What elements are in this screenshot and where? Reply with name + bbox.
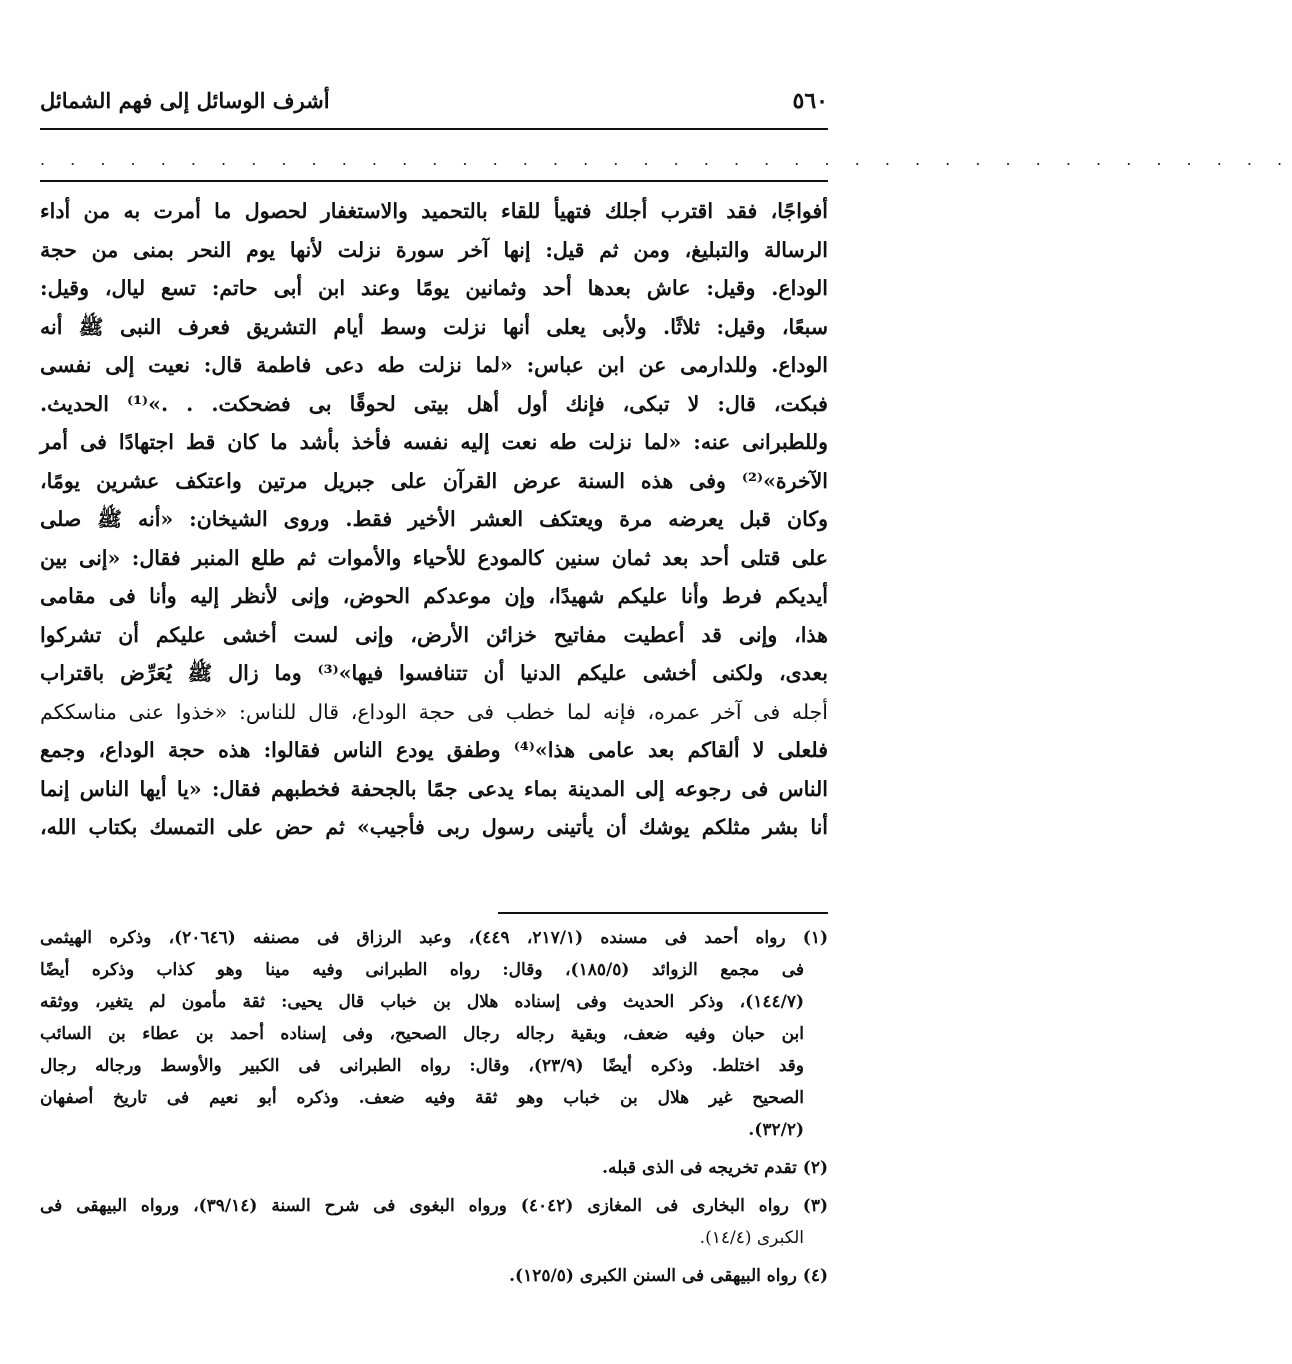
footnote-line: (٤) رواه البيهقى فى السنن الكبرى (١٢٥/٥).	[509, 1266, 828, 1286]
footnote-line: (١٤٤/٧)، وذكر الحديث وفى إسناده هلال بن خباب قال يحيى: ثقة مأمون لم يتغير، ووثقه	[40, 992, 804, 1012]
body-line: بعدى، ولكنى أخشى عليكم الدنيا أن تتنافسوا فيها»⁽³⁾ وما زال ﷺ يُعَرِّض باقتراب	[40, 661, 829, 685]
body-text	[40, 192, 828, 847]
footnote-line: (٣٢/٢).	[748, 1120, 804, 1140]
page-number: ٥٦٠	[792, 88, 828, 114]
footnotes	[40, 922, 828, 1292]
footnote-line: (١) رواه أحمد فى مسنده (٢١٧/١، ٤٤٩)، وعبد الرزاق فى مصنفه (٢٠٦٤٦)، وذكره الهيثمى	[40, 928, 828, 948]
body-line: أفواجًا، فقد اقترب أجلك فتهيأ للقاء بالتحميد والاستغفار لحصول ما أمرت به من أداء	[40, 199, 828, 223]
page-header	[40, 84, 828, 124]
footnote-line: فى مجمع الزوائد (١٨٥/٥)، وقال: رواه الطبرانى وفيه مينا وهو كذاب وذكره أيضًا	[40, 960, 804, 980]
body-line: الوداع. وللدارمى عن ابن عباس: «لما نزلت طه دعى فاطمة قال: نعيت إلى نفسى	[40, 353, 828, 377]
footnote-2	[40, 1152, 828, 1184]
body-line: أنا بشر مثلكم يوشك أن يأتينى رسول ربى فأجيب» ثم حض على التمسك بكتاب الله،	[40, 815, 828, 839]
footnote-line: (٣) رواه البخارى فى المغازى (٤٠٤٢) ورواه البغوى فى شرح السنة (٣٩/١٤)، ورواه البيهقى فى	[40, 1196, 828, 1216]
body-line: الناس فى رجوعه إلى المدينة بماء يدعى جمًا بالجحفة فخطبهم فقال: «يا أيها الناس إنما	[40, 776, 828, 801]
body-line: فبكت، قال: لا تبكى، فإنك أول أهل بيتى لحوقًا بى فضحكت. . .»⁽¹⁾ الحديث.	[40, 391, 828, 416]
footnote-rule	[498, 912, 828, 914]
book-title: أشرف الوسائل إلى فهم الشمائل	[40, 88, 330, 113]
body-line: على قتلى أحد بعد ثمان سنين كالمودع للأحياء والأموات ثم طلع المنبر فقال: «إنى بين	[40, 545, 828, 570]
footnote-1	[40, 922, 828, 1146]
separator-dots: . . . . . . . . . . . . . . . . . . . . . . . . . . . . . . . . . . . . . . . . . .	[40, 150, 1292, 169]
body-line: الوداع. وقيل: عاش بعدها أحد وثمانين يومًا وعند ابن أبى حاتم: تسع ليال، وقيل:	[40, 276, 828, 300]
body-line: وللطبرانى عنه: «لما نزلت طه نعت إليه نفسه فأخذ بأشد ما كان قط اجتهادًا فى أمر	[40, 430, 828, 454]
footnote-line: وقد اختلط. وذكره أيضًا (٢٣/٩)، وقال: رواه الطبرانى فى الكبير والأوسط ورجاله رجال	[40, 1056, 804, 1076]
footnote-line: الصحيح غير هلال بن خباب وهو ثقة وفيه ضعف. وذكره أبو نعيم فى تاريخ أصفهان	[40, 1088, 804, 1108]
body-line: أيديكم فرط وأنا عليكم شهيدًا، وإن موعدكم الحوض، وإنى لأنظر إليه وأنا فى مقامى	[40, 584, 828, 608]
footnote-4	[40, 1260, 828, 1292]
body-line: الرسالة والتبليغ، ومن ثم قيل: إنها آخر سورة نزلت لأنها يوم النحر بمنى من حجة	[40, 237, 828, 262]
body-line: سبعًا، وقيل: ثلاثًا. ولأبى يعلى أنها نزلت وسط أيام التشريق فعرف النبى ﷺ أنه	[40, 314, 828, 339]
body-line: أجله فى آخر عمره، فإنه لما خطب فى حجة الوداع، قال للناس: «خذوا عنى مناسككم	[40, 699, 828, 724]
footnote-line: ابن حبان وفيه ضعف، وبقية رجاله رجال الصحيح، وفى إسناده أحمد بن عطاء بن السائب	[40, 1024, 804, 1044]
body-line: وكان قبل يعرضه مرة ويعتكف العشر الأخير فقط. وروى الشيخان: «أنه ﷺ صلى	[40, 507, 828, 531]
footnote-3	[40, 1190, 828, 1254]
footnote-line: الكبرى (١٤/٤).	[699, 1228, 804, 1248]
body-line: هذا، وإنى قد أعطيت مفاتيح خزائن الأرض، وإنى لست أخشى عليكم أن تشركوا	[40, 622, 828, 647]
body-line: الآخرة»⁽²⁾ وفى هذه السنة عرض القرآن على جبريل مرتين واعتكف عشرين يومًا،	[40, 468, 828, 493]
body-line: فلعلى لا ألقاكم بعد عامى هذا»⁽⁴⁾ وطفق يودع الناس فقالوا: هذه حجة الوداع، وجمع	[40, 738, 828, 762]
footnote-line: (٢) تقدم تخريجه فى الذى قبله.	[602, 1158, 828, 1178]
separator-rule	[40, 180, 828, 182]
header-rule	[40, 128, 828, 130]
